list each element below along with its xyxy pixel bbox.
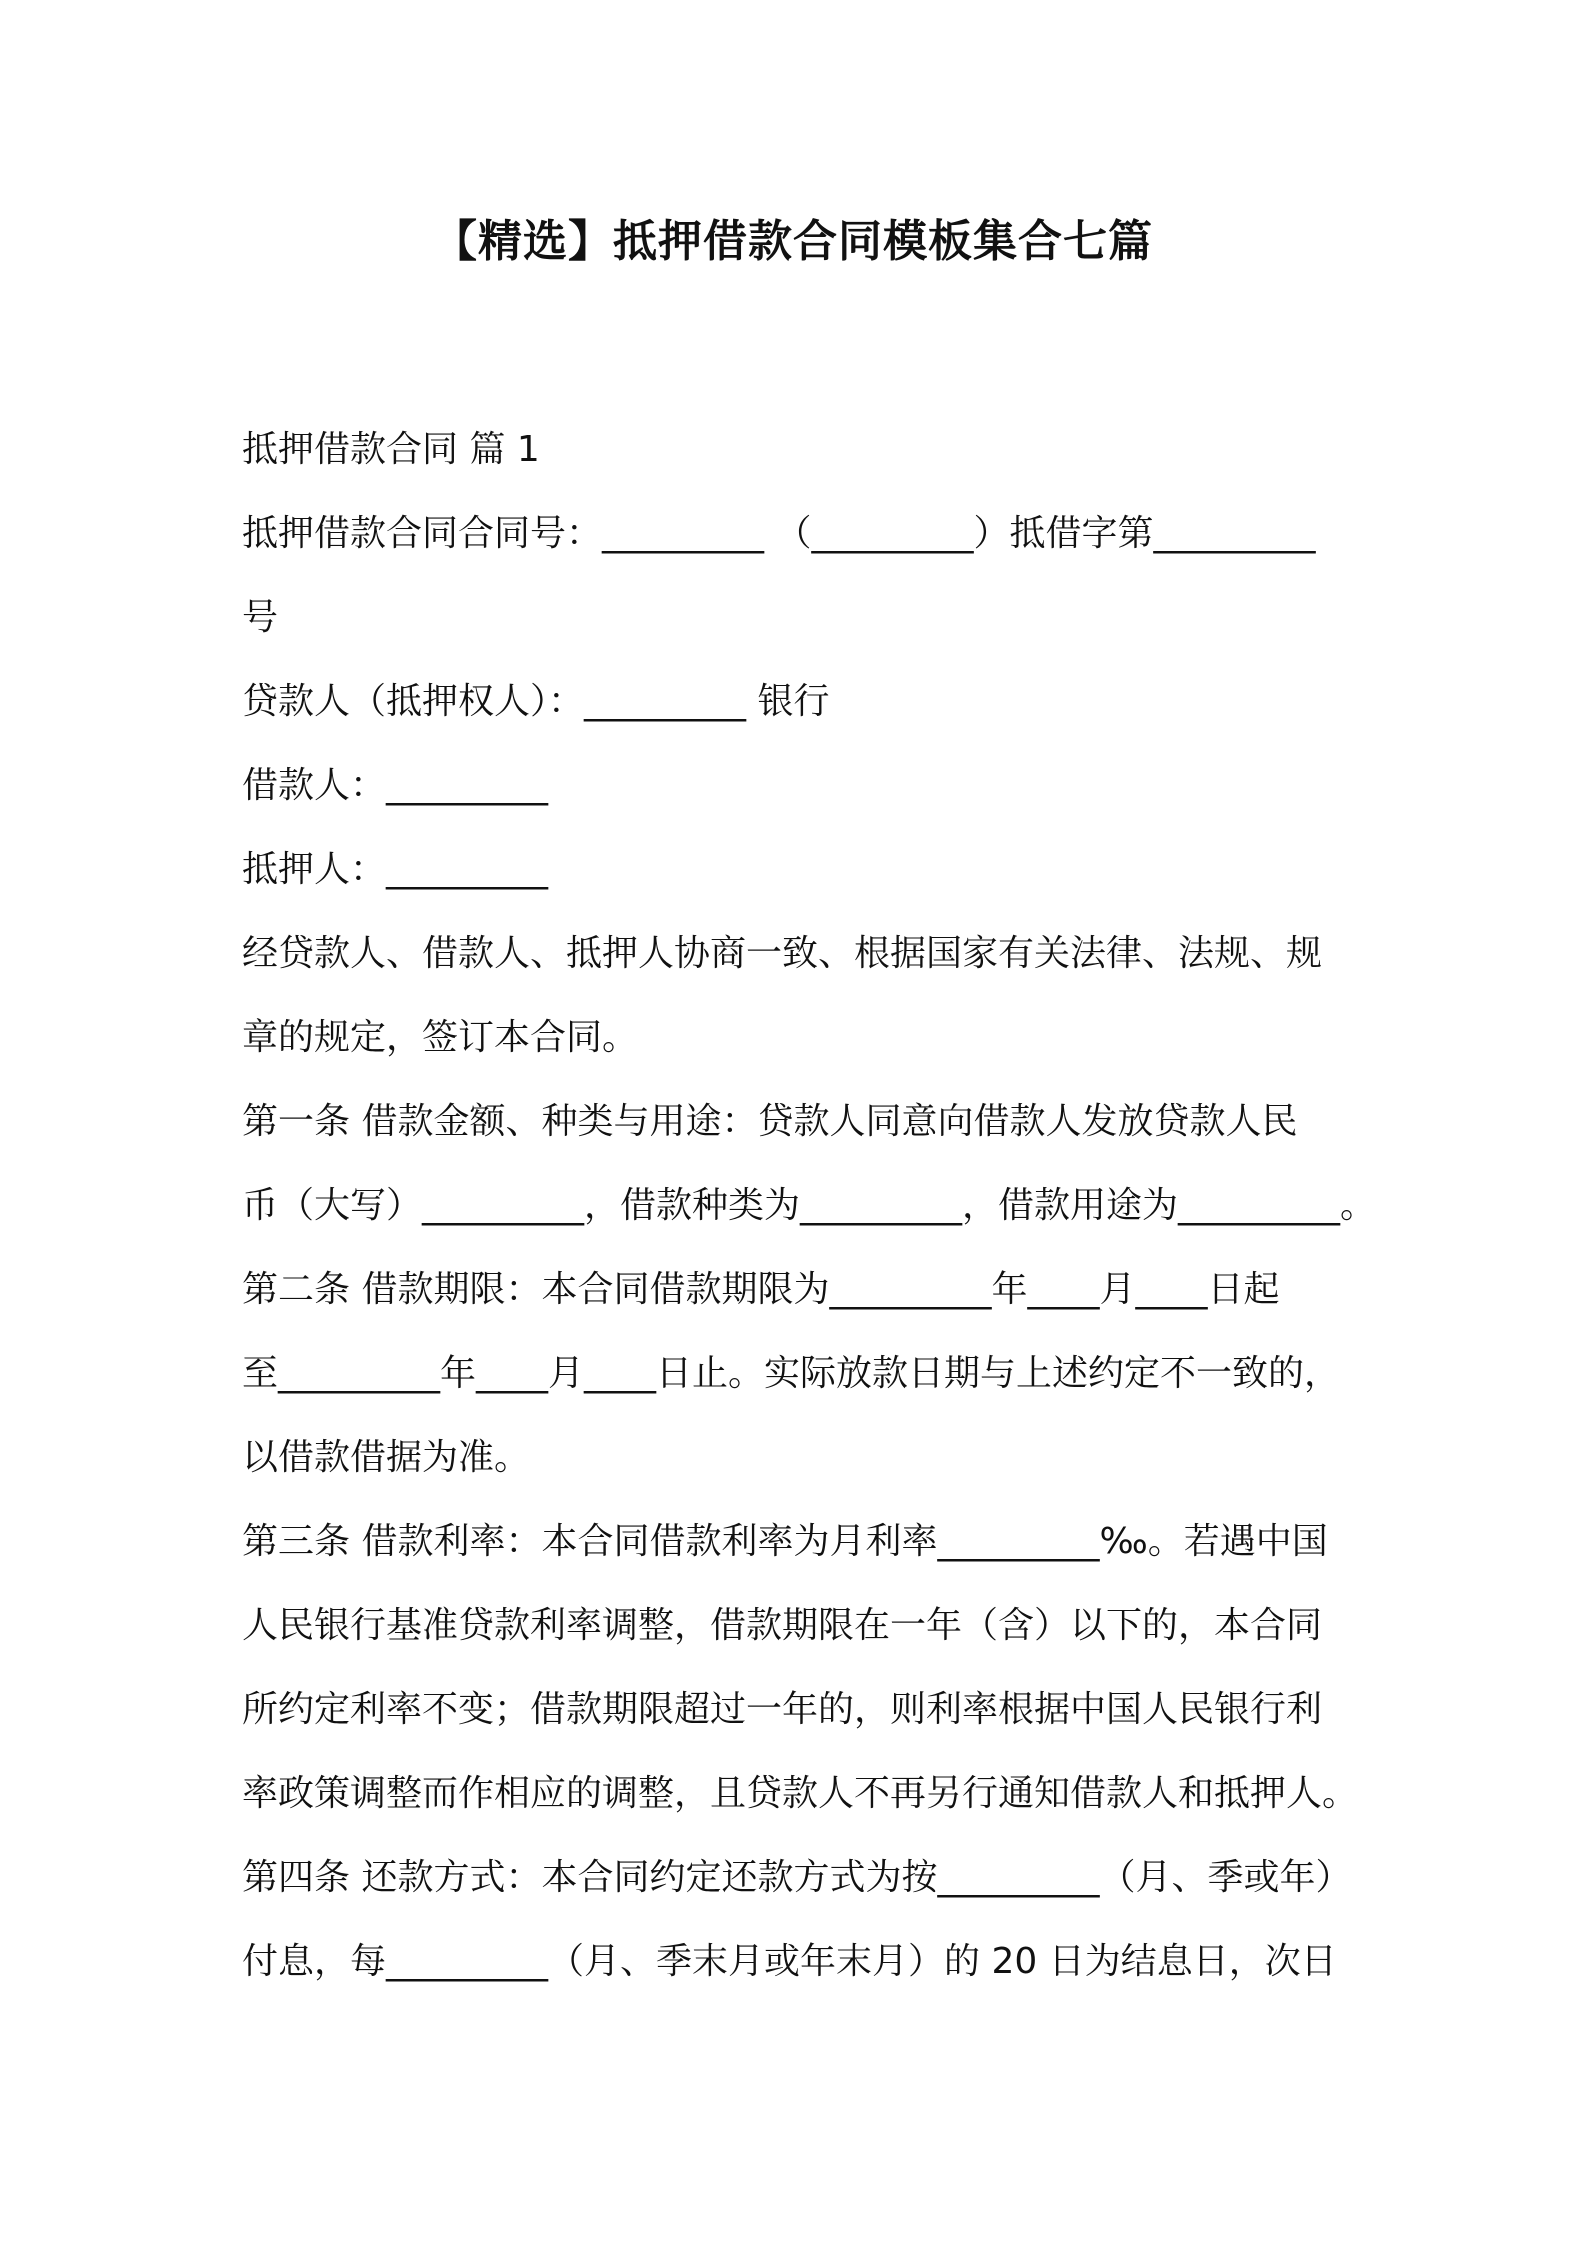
article-1-line: 币（大写）_________，借款种类为_________，借款用途为_________。 xyxy=(242,1185,1377,1226)
article-2-line: 第二条 借款期限：本合同借款期限为_________年____月____日起 xyxy=(242,1269,1280,1310)
preamble-line: 经贷款人、借款人、抵押人协商一致、根据国家有关法律、法规、规 xyxy=(242,933,1323,974)
article-4-line: 第四条 还款方式：本合同约定还款方式为按_________（月、季或年） xyxy=(242,1857,1352,1898)
article-1-line: 第一条 借款金额、种类与用途：贷款人同意向借款人发放贷款人民 xyxy=(242,1101,1298,1142)
preamble-line: 章的规定，签订本合同。 xyxy=(242,1017,639,1058)
article-3-line: 率政策调整而作相应的调整，且贷款人不再另行通知借款人和抵押人。 xyxy=(242,1773,1359,1814)
article-3-line: 所约定利率不变；借款期限超过一年的，则利率根据中国人民银行利 xyxy=(242,1689,1323,1730)
article-2-line: 以借款借据为准。 xyxy=(242,1437,531,1478)
section-heading: 抵押借款合同 篇 1 xyxy=(242,429,540,470)
article-4-line: 付息，每_________（月、季末月或年末月）的 20 日为结息日，次日 xyxy=(242,1941,1337,1982)
borrower-line: 借款人：_________ xyxy=(242,765,549,806)
article-2-line: 至_________年____月____日止。实际放款日期与上述约定不一致的， xyxy=(242,1353,1341,1394)
contract-number-suffix: 号 xyxy=(242,597,279,638)
lender-line: 贷款人（抵押权人）：_________ 银行 xyxy=(242,681,830,722)
contract-number-line: 抵押借款合同合同号：_________ （_________）抵借字第_________ xyxy=(242,513,1316,554)
article-3-line: 人民银行基准贷款利率调整，借款期限在一年（含）以下的，本合同 xyxy=(242,1605,1323,1646)
mortgagor-line: 抵押人：_________ xyxy=(242,849,549,890)
document-body xyxy=(242,408,1382,2004)
article-3-line: 第三条 借款利率：本合同借款利率为月利率_________‰。若遇中国 xyxy=(242,1521,1328,1562)
document-title: 【精选】抵押借款合同模板集合七篇 xyxy=(433,216,1153,267)
